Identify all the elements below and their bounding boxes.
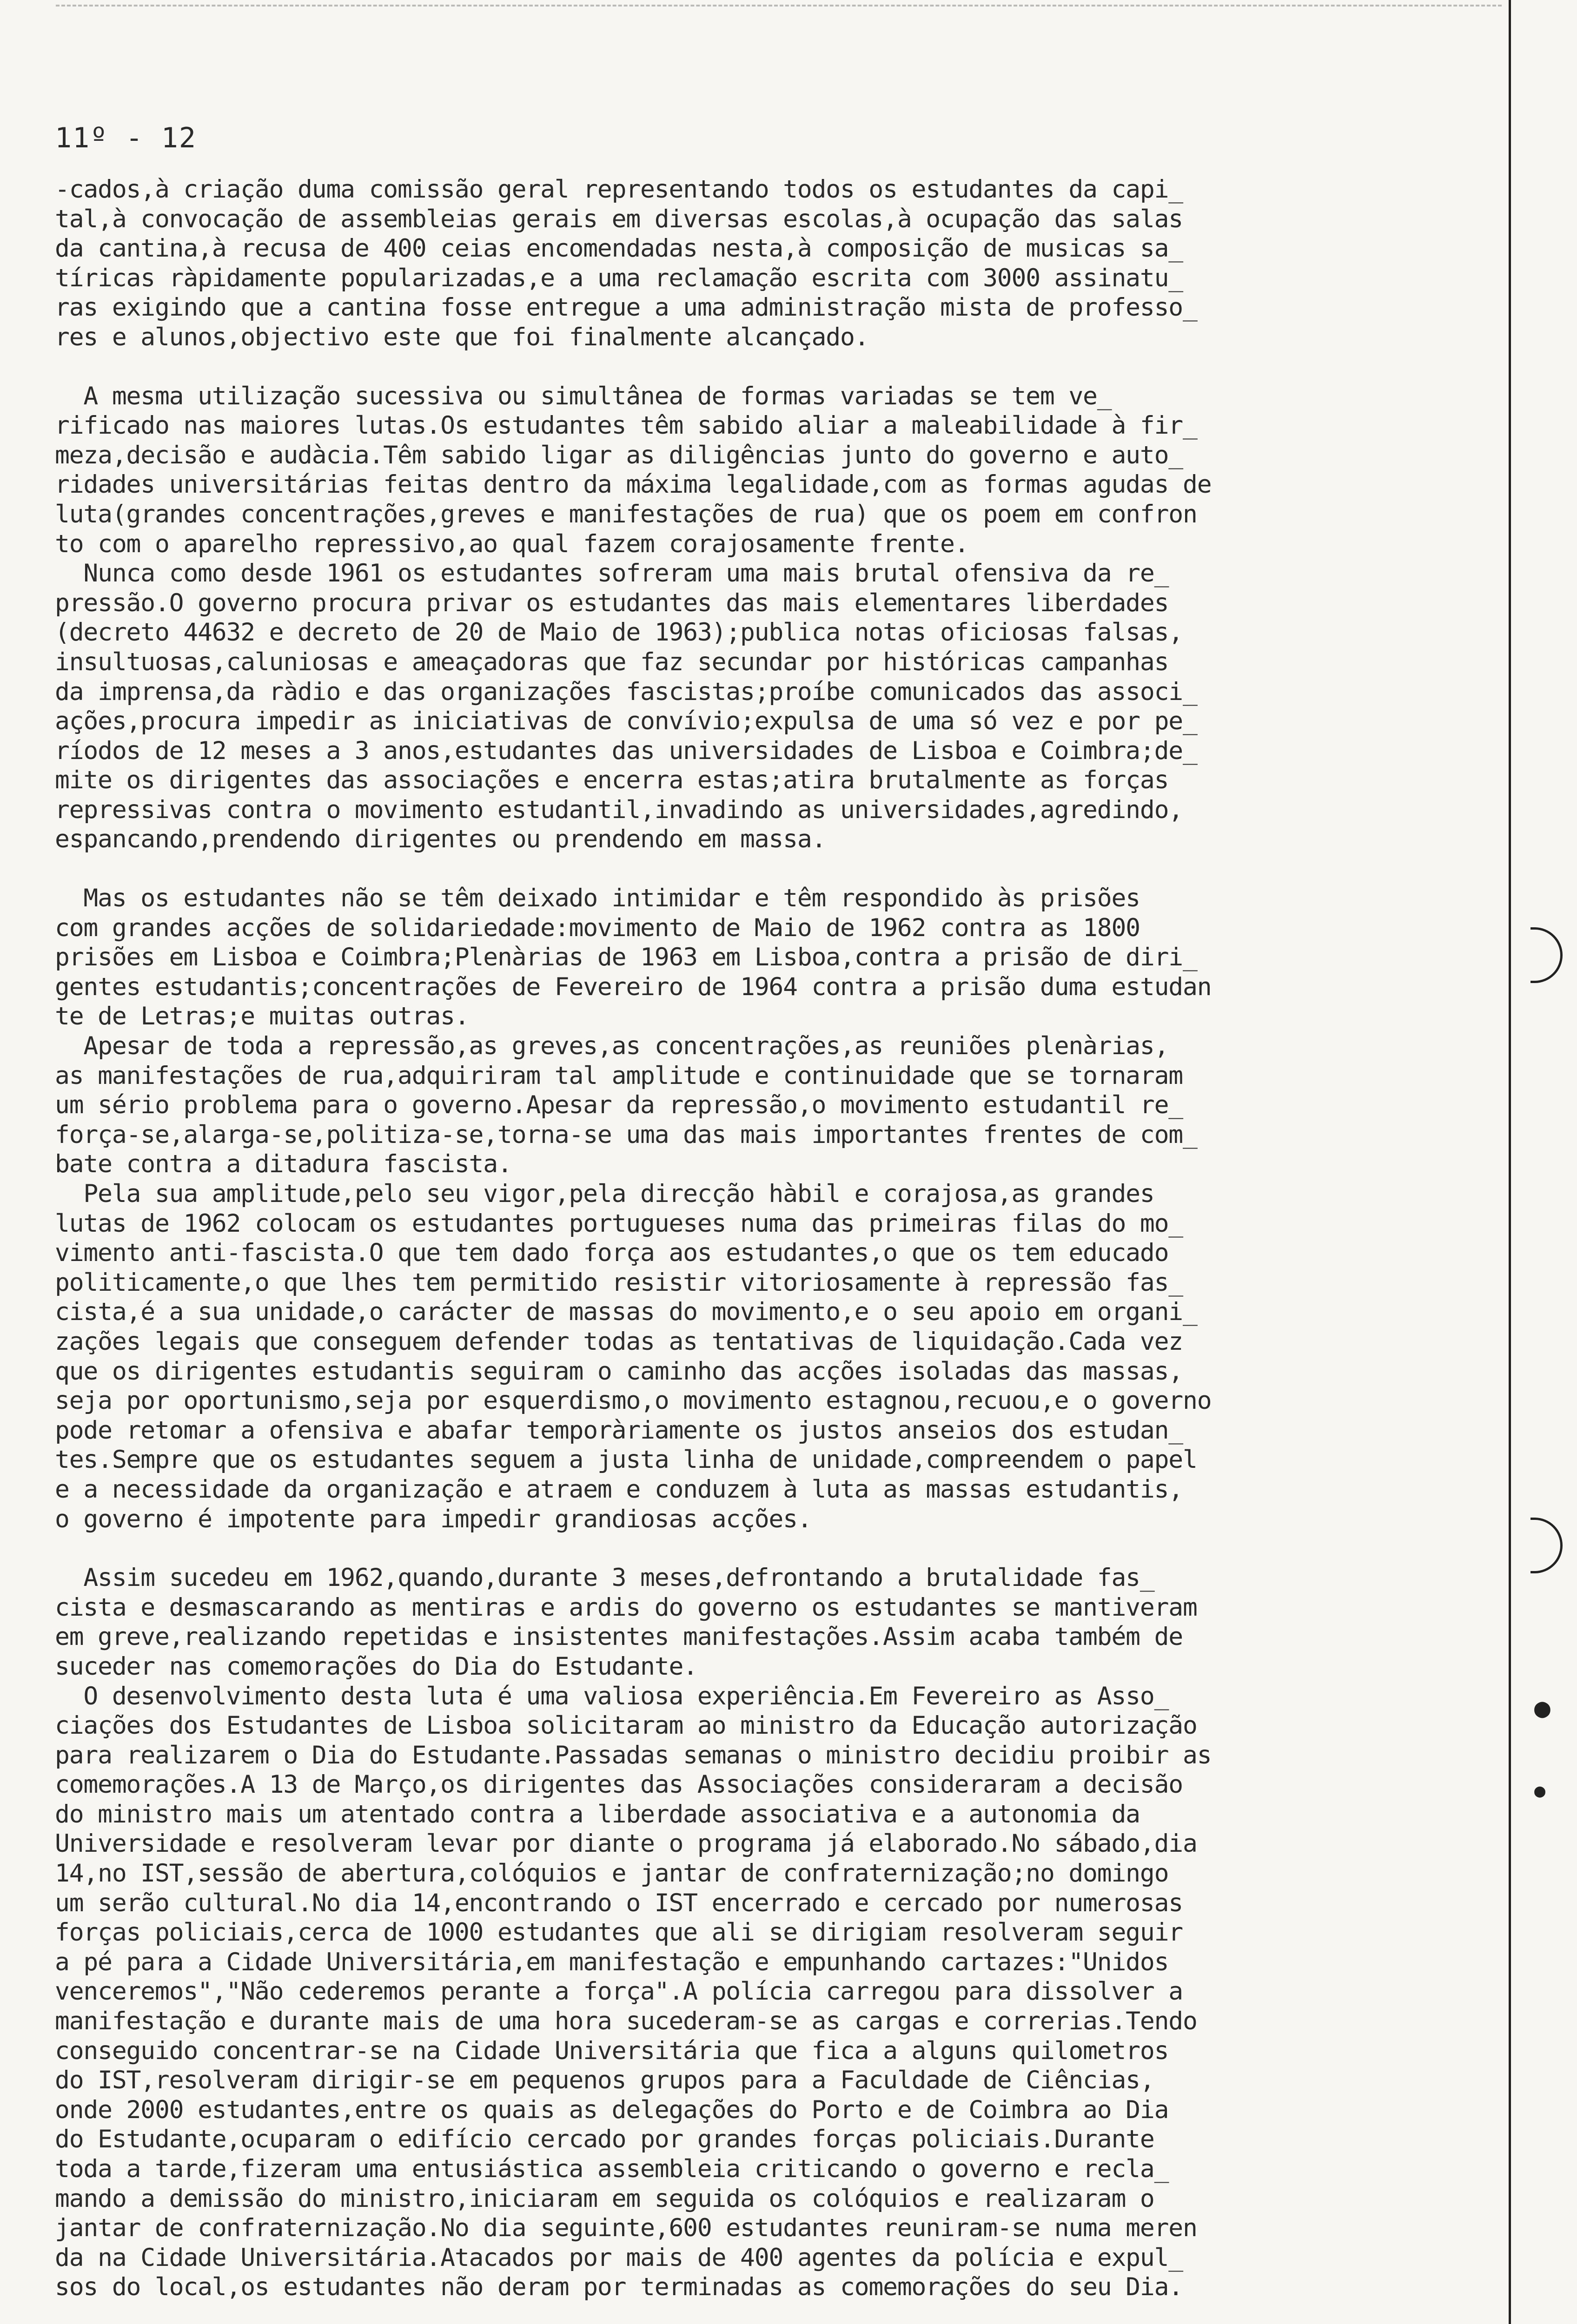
text-line: mite os dirigentes das associações e encerra estas;atira brutalmente as forças xyxy=(55,766,1169,795)
text-line: para realizarem o Dia do Estudante.Passadas semanas o ministro decidiu proibir as xyxy=(55,1741,1212,1769)
text-line: repressivas contra o movimento estudantil,invadindo as universidades,agredindo, xyxy=(55,795,1183,824)
document-body xyxy=(55,122,1482,2302)
text-line: gentes estudantis;concentrações de Fevereiro de 1964 contra a prisão duma estudan xyxy=(55,972,1212,1001)
text-line: com grandes acções de solidariedade:movimento de Maio de 1962 contra as 1800 xyxy=(55,913,1140,942)
text-line: Universidade e resolveram levar por diante o programa já elaborado.No sábado,dia xyxy=(55,1829,1197,1858)
paragraph-p2 xyxy=(55,382,1482,559)
text-line: sos do local,os estudantes não deram por terminadas as comemorações do seu Dia. xyxy=(55,2273,1183,2302)
text-line: prisões em Lisboa e Coimbra;Plenàrias de 1963 em Lisboa,contra a prisão de diri_ xyxy=(55,943,1197,972)
text-line: espancando,prendendo dirigentes ou prendendo em massa. xyxy=(55,825,826,854)
text-line: to com o aparelho repressivo,ao qual fazem corajosamente frente. xyxy=(55,529,969,558)
text-line: onde 2000 estudantes,entre os quais as delegações do Porto e de Coimbra ao Dia xyxy=(55,2095,1169,2124)
text-line: (decreto 44632 e decreto de 20 de Maio de 1963);publica notas oficiosas falsas, xyxy=(55,618,1183,647)
text-line: da na Cidade Universitária.Atacados por mais de 400 agentes da polícia e expul_ xyxy=(55,2243,1183,2272)
text-line: um sério problema para o governo.Apesar da repressão,o movimento estudantil re_ xyxy=(55,1091,1183,1120)
text-line: que os dirigentes estudantis seguiram o caminho das acções isoladas das massas, xyxy=(55,1357,1183,1386)
text-line: Nunca como desde 1961 os estudantes sofreram uma mais brutal ofensiva da re_ xyxy=(55,559,1169,588)
paragraph-p7 xyxy=(55,1563,1482,1681)
text-line: do Estudante,ocuparam o edifício cercado por grandes forças policiais.Durante xyxy=(55,2125,1154,2154)
text-line: 14,no IST,sessão de abertura,colóquios e jantar de confraternização;no domingo xyxy=(55,1859,1169,1888)
paragraph-p6 xyxy=(55,1179,1482,1534)
text-line: ações,procura impedir as iniciativas de convívio;expulsa de uma só vez e por pe_ xyxy=(55,707,1197,736)
text-line: forças policiais,cerca de 1000 estudantes que ali se dirigiam resolveram seguir xyxy=(55,1918,1183,1947)
text-line: o governo é impotente para impedir grandiosas acções. xyxy=(55,1505,812,1533)
text-line: um serão cultural.No dia 14,encontrando o IST encerrado e cercado por numerosas xyxy=(55,1888,1183,1917)
text-line: zações legais que conseguem defender todas as tentativas de liquidação.Cada vez xyxy=(55,1327,1183,1356)
text-line: luta(grandes concentrações,greves e manifestações de rua) que os poem em confron xyxy=(55,500,1197,528)
text-line: vimento anti-fascista.O que tem dado força aos estudantes,o que os tem educado xyxy=(55,1239,1169,1268)
text-line: bate contra a ditadura fascista. xyxy=(55,1150,512,1179)
text-line: ras exigindo que a cantina fosse entregue a uma administração mista de professo_ xyxy=(55,293,1197,322)
text-line: cista,é a sua unidade,o carácter de massas do movimento,e o seu apoio em organi_ xyxy=(55,1298,1197,1327)
text-line: força-se,alarga-se,politiza-se,torna-se uma das mais importantes frentes de com_ xyxy=(55,1120,1197,1149)
top-edge-line xyxy=(56,5,1502,7)
text-line: seja por oportunismo,seja por esquerdismo,o movimento estagnou,recuou,e o governo xyxy=(55,1386,1212,1415)
page-number: 11º - 12 xyxy=(55,122,197,154)
text-line: as manifestações de rua,adquiriram tal amplitude e continuidade que se tornaram xyxy=(55,1061,1183,1090)
text-line: suceder nas comemorações do Dia do Estudante. xyxy=(55,1652,697,1681)
ink-dot-mark: ● xyxy=(1534,1692,1550,1723)
paragraph-p3 xyxy=(55,559,1482,854)
text-line: da cantina,à recusa de 400 ceias encomendadas nesta,à composição de musicas sa_ xyxy=(55,234,1183,263)
text-line: venceremos","Não cederemos perante a força".A polícia carregou para dissolver a xyxy=(55,1977,1183,2006)
text-line: cista e desmascarando as mentiras e ardis do governo os estudantes se mantiveram xyxy=(55,1593,1197,1622)
text-line: pode retomar a ofensiva e abafar temporàriamente os justos anseios dos estudan_ xyxy=(55,1416,1183,1445)
binder-hole-top xyxy=(1531,927,1563,983)
text-line: em greve,realizando repetidas e insistentes manifestações.Assim acaba também de xyxy=(55,1623,1183,1651)
text-line: O desenvolvimento desta luta é uma valiosa experiência.Em Fevereiro as Asso_ xyxy=(55,1682,1169,1710)
paragraph-container xyxy=(55,175,1482,2302)
text-line: e a necessidade da organização e atraem e conduzem à luta as massas estudantis, xyxy=(55,1475,1183,1504)
text-line: pressão.O governo procura privar os estudantes das mais elementares liberdades xyxy=(55,588,1169,617)
text-line: Mas os estudantes não se têm deixado intimidar e têm respondido às prisões xyxy=(55,884,1140,913)
text-line: A mesma utilização sucessiva ou simultânea de formas variadas se tem ve_ xyxy=(55,382,1112,410)
text-line: manifestação e durante mais de uma hora sucederam-se as cargas e correrias.Tendo xyxy=(55,2007,1197,2036)
paragraph-p8 xyxy=(55,1682,1482,2302)
paragraph-p1 xyxy=(55,175,1482,352)
text-line: insultuosas,caluniosas e ameaçadoras que faz secundar por históricas campanhas xyxy=(55,647,1169,676)
text-line: -cados,à criação duma comissão geral representando todos os estudantes da capi_ xyxy=(55,175,1183,204)
text-line: comemorações.A 13 de Março,os dirigentes das Associações consideraram a decisão xyxy=(55,1770,1183,1799)
text-line: tíricas ràpidamente popularizadas,e a uma reclamação escrita com 3000 assinatu_ xyxy=(55,264,1183,292)
text-line: tal,à convocação de assembleias gerais em diversas escolas,à ocupação das salas xyxy=(55,205,1183,233)
text-line: toda a tarde,fizeram uma entusiástica assembleia criticando o governo e recla_ xyxy=(55,2155,1169,2183)
text-line: do ministro mais um atentado contra a liberdade associativa e a autonomia da xyxy=(55,1800,1140,1829)
text-line: a pé para a Cidade Universitária,em manifestação e empunhando cartazes:"Unidos xyxy=(55,1948,1169,1976)
text-line: da imprensa,da ràdio e das organizações fascistas;proíbe comunicados das associ_ xyxy=(55,677,1197,706)
text-line: do IST,resolveram dirigir-se em pequenos grupos para a Faculdade de Ciências, xyxy=(55,2066,1154,2095)
text-line: jantar de confraternização.No dia seguinte,600 estudantes reuniram-se numa meren xyxy=(55,2214,1197,2243)
text-line: Assim sucedeu em 1962,quando,durante 3 meses,defrontando a brutalidade fas_ xyxy=(55,1564,1154,1592)
text-line: res e alunos,objectivo este que foi finalmente alcançado. xyxy=(55,323,869,351)
paragraph-p5 xyxy=(55,1031,1482,1179)
text-line: ríodos de 12 meses a 3 anos,estudantes das universidades de Lisboa e Coimbra;de_ xyxy=(55,736,1197,765)
text-line: te de Letras;e muitas outras. xyxy=(55,1002,469,1031)
ink-dot-mark-small: ● xyxy=(1534,1780,1546,1802)
text-line: mando a demissão do ministro,iniciaram em seguida os colóquios e realizaram o xyxy=(55,2184,1154,2213)
text-line: Apesar de toda a repressão,as greves,as concentrações,as reuniões plenàrias, xyxy=(55,1032,1169,1061)
text-line: meza,decisão e audàcia.Têm sabido ligar as diligências junto do governo e auto_ xyxy=(55,441,1183,469)
right-margin-line xyxy=(1509,0,1511,2324)
text-line: lutas de 1962 colocam os estudantes portugueses numa das primeiras filas do mo_ xyxy=(55,1209,1183,1238)
text-line: rificado nas maiores lutas.Os estudantes têm sabido aliar a maleabilidade à fir_ xyxy=(55,411,1197,440)
text-line: ridades universitárias feitas dentro da máxima legalidade,com as formas agudas de xyxy=(55,470,1212,499)
text-line: Pela sua amplitude,pelo seu vigor,pela direcção hàbil e corajosa,as grandes xyxy=(55,1180,1154,1208)
text-line: conseguido concentrar-se na Cidade Universitária que fica a alguns quilometros xyxy=(55,2036,1169,2065)
text-line: politicamente,o que lhes tem permitido resistir vitoriosamente à repressão fas_ xyxy=(55,1268,1183,1297)
text-line: ciações dos Estudantes de Lisboa solicitaram ao ministro da Educação autorização xyxy=(55,1711,1197,1740)
text-line: tes.Sempre que os estudantes seguem a justa linha de unidade,compreendem o papel xyxy=(55,1446,1197,1474)
paragraph-p4 xyxy=(55,884,1482,1031)
binder-hole-middle xyxy=(1531,1518,1563,1573)
